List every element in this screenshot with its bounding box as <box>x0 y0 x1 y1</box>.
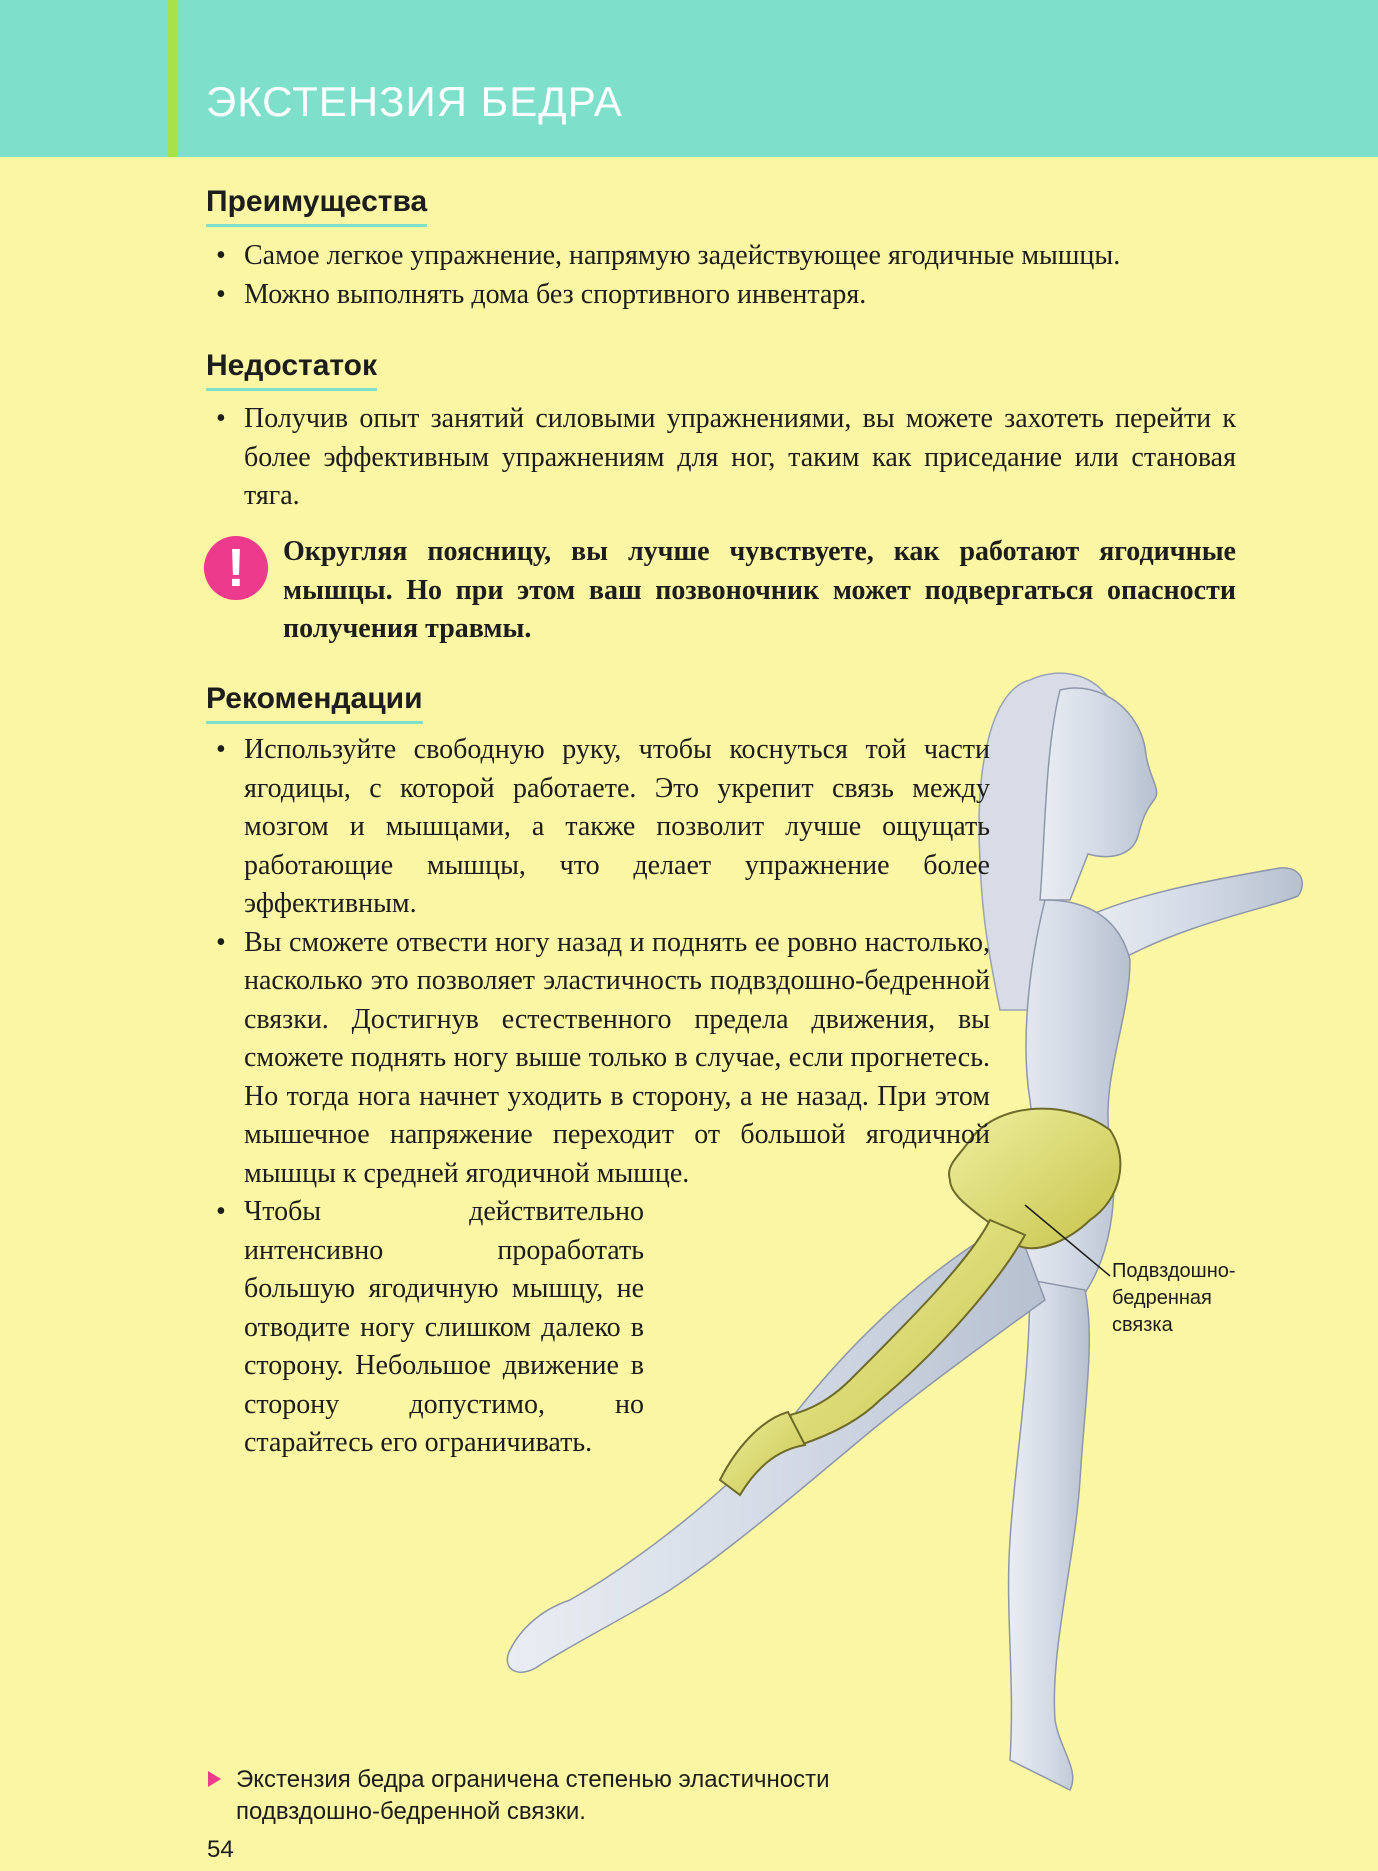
caption-line-2: подвздошно-бедренной связки. <box>236 1798 586 1825</box>
page-number: 54 <box>207 1836 234 1863</box>
caption-line-1: Экстензия бедра ограничена степенью эластичности <box>236 1766 830 1793</box>
warning-text: Округляя поясницу, вы лучше чувствуете, как работают ягодичные мышцы. Но при этом ваш позвоночник может подвергаться опасности получения травмы. <box>283 536 1236 644</box>
page-title: ЭКСТЕНЗИЯ БЕДРА <box>206 78 623 125</box>
list-item: • Получив опыт занятий силовыми упражнениями, вы можете захотеть перейти к более эффективным упражнениям для ног, таким как приседание или становая тяга. <box>214 400 1236 516</box>
figure-caption <box>208 1764 829 1828</box>
list-item: • Чтобы действительно интенсивно проработать большую ягодичную мышцу, не отводите ногу слишком далеко в сторону. Небольшое движение в сторону допустимо, но старайтесь его ограничивать. <box>214 1193 644 1463</box>
header-accent-stripe <box>168 0 177 157</box>
callout-label: Подвздошно- бедренная связка <box>1112 1260 1236 1336</box>
list-item: • Вы сможете отвести ногу назад и поднять ее ровно настолько, насколько это позволяет эластичность подвздошно-бедренной связки. Достигнув естественного предела движения, вы сможете поднять ногу выше только в случае, если прогнетесь. Но тогда нога начнет уходить в сторону, а не назад. При этом мышечное напряжение переходит от большой ягодичной мышцы к средней ягодичной мышце. <box>214 924 990 1194</box>
caption-arrow-icon <box>208 1771 221 1787</box>
recommendations-heading: Рекомендации <box>206 681 423 724</box>
list-item: • Используйте свободную руку, чтобы коснуться той части ягодицы, с которой работаете. Это укрепит связь между мозгом и мышцами, а также позволит лучше ощущать работающие мышцы, что делает упражнение более эффективным. <box>214 731 990 924</box>
disadvantage-list <box>214 400 1236 516</box>
recommendations-list <box>214 731 990 1463</box>
advantages-heading: Преимущества <box>206 184 427 227</box>
list-item: • Можно выполнять дома без спортивного инвентаря. <box>214 276 1120 315</box>
header-band <box>0 0 1378 157</box>
advantages-list <box>214 237 1120 314</box>
list-item: • Самое легкое упражнение, напрямую задействующее ягодичные мышцы. <box>214 237 1120 276</box>
disadvantage-heading: Недостаток <box>206 348 377 391</box>
exclamation-icon: ! <box>204 536 268 600</box>
